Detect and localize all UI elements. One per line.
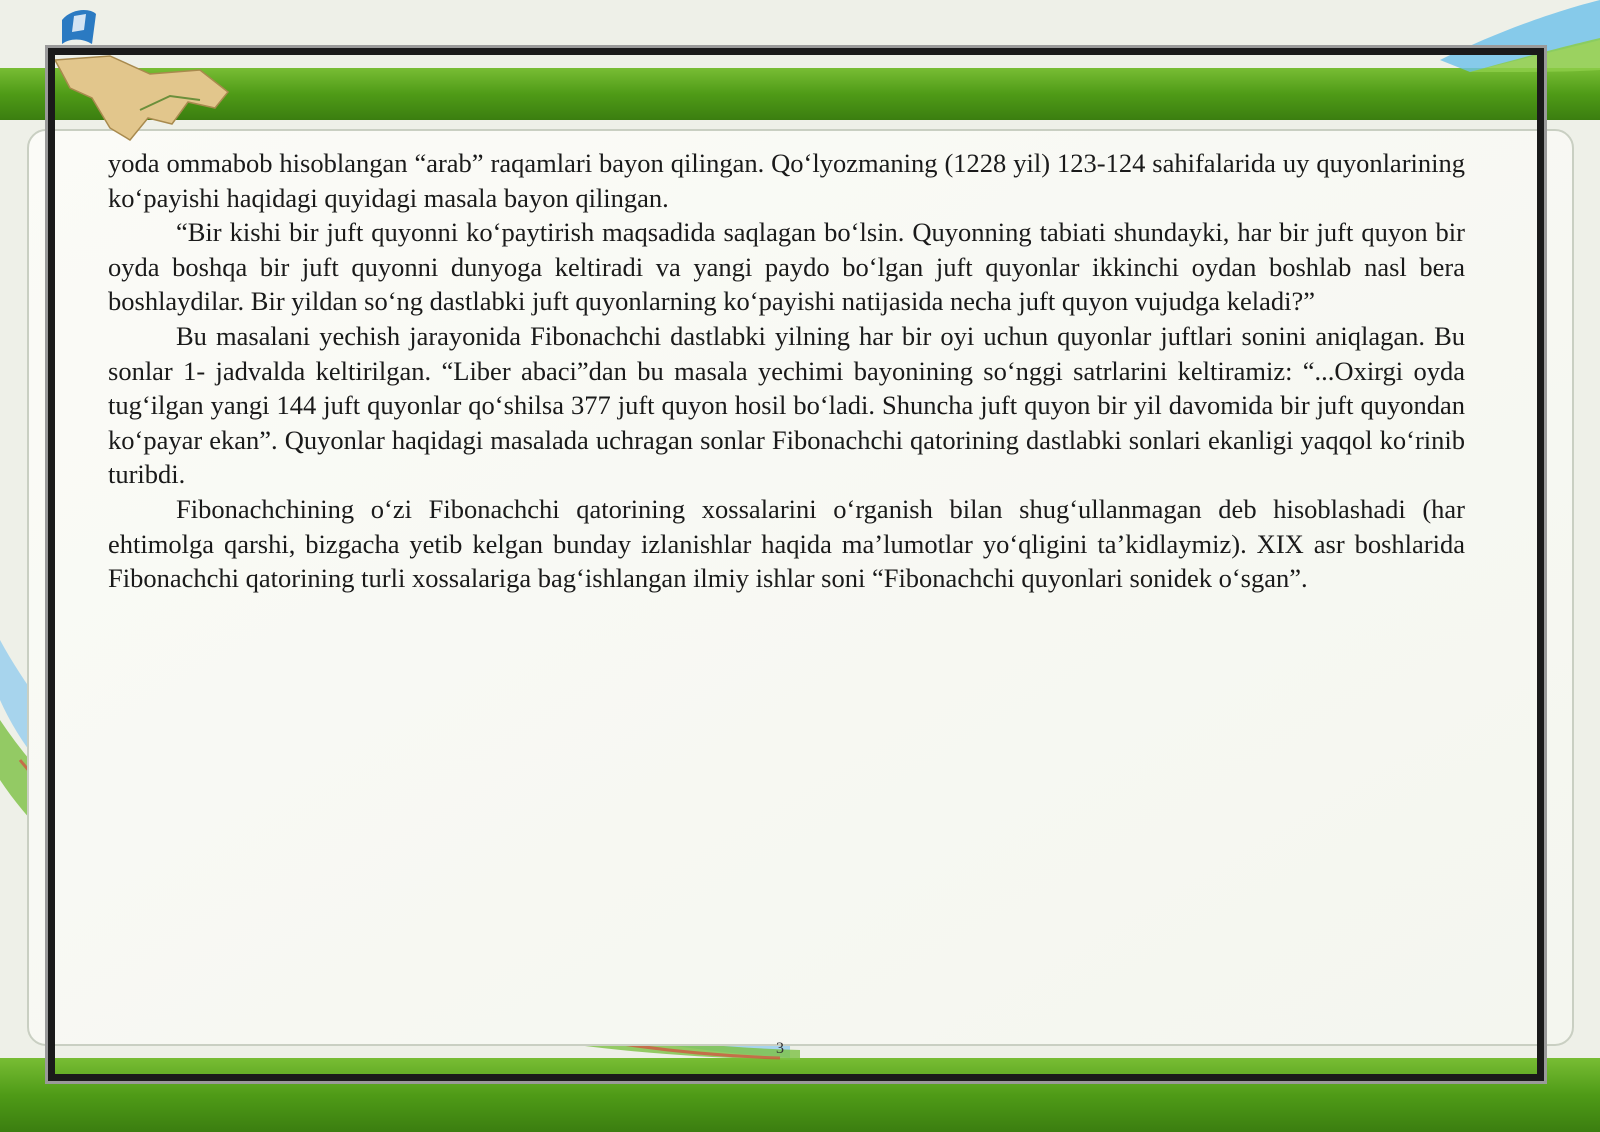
page-number: 3 [776, 1040, 784, 1057]
paragraph-1: yoda ommabob hisoblangan “arab” raqamlari bayon qilingan. Qo‘lyozmaning (1228 yil) 123-124 sahifalarida uy quyonlarining ko‘payishi haqidagi quyidagi masala bayon qilingan. [108, 148, 1465, 213]
flag-swoosh-icon [62, 10, 96, 44]
document-body [108, 146, 1465, 596]
paragraph-3: Bu masalani yechish jarayonida Fibonachchi dastlabki yilning har bir oyi uchun quyonlar juftlari sonini aniqlagan. Bu sonlar 1- jadvalda keltirilgan. “Liber abaci”dan bu masala yechimi bayonining so‘nggi satrlarini keltiramiz: “...Oxirgi oyda tug‘ilgan yangi 144 juft quyonlar qo‘shilsa 377 juft quyon hosil bo‘ladi. Shuncha juft quyon bir yil davomida bir juft quyondan ko‘payar ekan”. Quyonlar haqidagi masalada uchragan sonlar Fibonachchi qatorining dastlabki sonlari ekanligi yaqqol ko‘rinib turibdi. [108, 320, 1465, 490]
paragraph-4: Fibonachchining o‘zi Fibonachchi qatorining xossalarini o‘rganish bilan shug‘ullanmagan deb hisoblashadi (har ehtimolga qarshi, bizgacha yetib kelgan bunday izlanishlar haqida ma’lumotlar yo‘qligini ta’kidlaymiz). XIX asr boshlarida Fibonachchi qatorining turli xossalariga bag‘ishlangan ilmiy ishlar soni “Fibonachchi quyonlari sonidek o‘sgan”. [108, 493, 1465, 594]
paragraph-2: “Bir kishi bir juft quyonni ko‘paytirish maqsadida saqlagan bo‘lsin. Quyonning tabiati shundayki, har bir juft quyon bir oyda boshqa bir juft quyonni dunyoga keltiradi va yangi paydo bo‘lgan juft quyonlar ikkinchi oydan boshlab nasl bera boshlaydilar. Bir yildan so‘ng dastlabki juft quyonlarning ko‘payishi natijasida necha juft quyon vujudga keladi?” [108, 217, 1465, 317]
